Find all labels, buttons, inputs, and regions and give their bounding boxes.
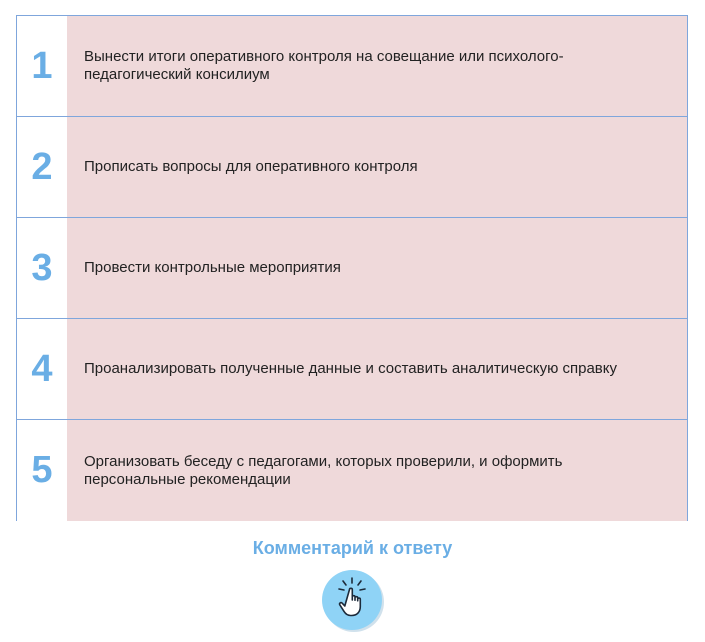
step-cell	[67, 420, 687, 521]
step-text: Организовать беседу с педагогами, которых проверили, и оформить персональные рекомендации	[84, 452, 563, 488]
step-cell	[67, 218, 687, 318]
list-item[interactable]	[17, 117, 687, 218]
show-comment-button[interactable]	[322, 570, 382, 630]
list-item[interactable]	[17, 420, 687, 521]
step-number: 5	[17, 420, 67, 521]
list-item[interactable]	[17, 16, 687, 117]
comment-link[interactable]: Комментарий к ответу	[252, 538, 453, 558]
step-number: 2	[17, 117, 67, 217]
pointing-hand-icon	[322, 570, 382, 630]
list-item[interactable]	[17, 319, 687, 420]
step-cell	[67, 319, 687, 419]
step-cell	[67, 117, 687, 217]
step-text: Прописать вопросы для оперативного контроля	[84, 158, 418, 175]
step-number: 1	[17, 16, 67, 116]
answer-steps-list	[16, 15, 688, 521]
step-number: 3	[17, 218, 67, 318]
step-number: 4	[17, 319, 67, 419]
step-cell	[67, 16, 687, 116]
list-item[interactable]	[17, 218, 687, 319]
step-text: Проанализировать полученные данные и составить аналитическую справку	[84, 360, 617, 377]
step-text: Вынести итоги оперативного контроля на совещание или психолого-педагогический консилиум	[84, 48, 564, 83]
step-text: Провести контрольные мероприятия	[84, 259, 341, 276]
